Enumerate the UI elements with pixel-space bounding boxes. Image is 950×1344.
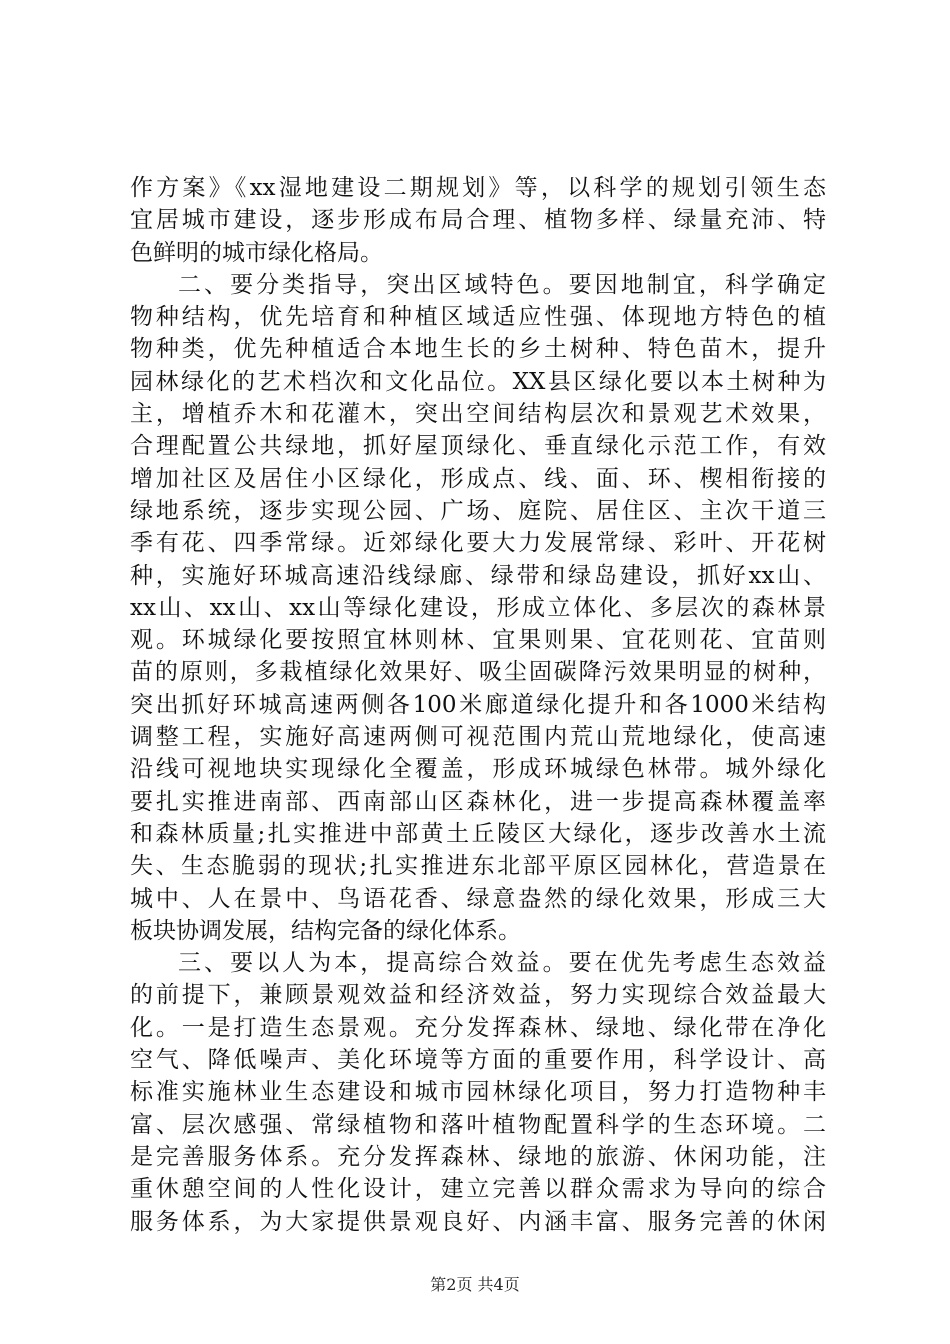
paragraph-start-line: 三、要以人为本，提高综合效益。要在优先考虑生态效益: [178, 950, 826, 977]
text-line: 园林绿化的艺术档次和文化品位。XX县区绿化要以本土树种为: [130, 368, 826, 395]
text-line: 物种结构，优先培育和种植区域适应性强、体现地方特色的植: [130, 304, 826, 331]
page-number-footer: 第2页 共4页: [430, 1275, 520, 1294]
text-line: 是完善服务体系。充分发挥森林、绿地的旅游、休闲功能，注: [130, 1143, 826, 1170]
text-line: 绿地系统，逐步实现公园、广场、庭院、居住区、主次干道三: [130, 497, 826, 524]
paragraph-start-line: 二、要分类指导，突出区域特色。要因地制宜，科学确定: [178, 271, 826, 298]
text-line: 苗的原则，多栽植绿化效果好、吸尘固碳降污效果明显的树种，: [130, 659, 826, 686]
text-line: 沿线可视地块实现绿化全覆盖，形成环城绿色林带。城外绿化: [130, 756, 826, 783]
text-line: 主，增植乔木和花灌木，突出空间结构层次和景观艺术效果，: [130, 401, 826, 428]
text-line: 突出抓好环城高速两侧各100米廊道绿化提升和各1000米结构: [130, 691, 826, 718]
text-line: 要扎实推进南部、西南部山区森林化，进一步提高森林覆盖率: [130, 788, 826, 815]
text-line: 合理配置公共绿地，抓好屋顶绿化、垂直绿化示范工作，有效: [130, 433, 826, 460]
text-line: 种，实施好环城高速沿线绿廊、绿带和绿岛建设，抓好xx山、: [130, 562, 826, 589]
text-line: 城中、人在景中、鸟语花香、绿意盎然的绿化效果，形成三大: [130, 885, 826, 912]
document-body: [130, 172, 826, 1238]
text-line: 富、层次感强、常绿植物和落叶植物配置科学的生态环境。二: [130, 1111, 826, 1138]
text-line: 季有花、四季常绿。近郊绿化要大力发展常绿、彩叶、开花树: [130, 530, 826, 557]
text-line: 化。一是打造生态景观。充分发挥森林、绿地、绿化带在净化: [130, 1014, 826, 1041]
text-line: 调整工程，实施好高速两侧可视范围内荒山荒地绿化，使高速: [130, 724, 826, 751]
text-line: 色鲜明的城市绿化格局。: [130, 239, 383, 266]
text-line: xx山、xx山、xx山等绿化建设，形成立体化、多层次的森林景: [130, 594, 826, 621]
text-line: 和森林质量;扎实推进中部黄土丘陵区大绿化，逐步改善水土流: [130, 820, 826, 847]
text-line: 板块协调发展，结构完备的绿化体系。: [130, 917, 521, 944]
text-line: 服务体系，为大家提供景观良好、内涵丰富、服务完善的休闲: [130, 1208, 826, 1235]
text-line: 物种类，优先种植适合本地生长的乡土树种、特色苗木，提升: [130, 336, 826, 363]
text-line: 增加社区及居住小区绿化，形成点、线、面、环、楔相衔接的: [130, 465, 826, 492]
text-line: 观。环城绿化要按照宜林则林、宜果则果、宜花则花、宜苗则: [130, 627, 826, 654]
text-line: 的前提下，兼顾景观效益和经济效益，努力实现综合效益最大: [130, 982, 826, 1009]
text-line: 空气、降低噪声、美化环境等方面的重要作用，科学设计、高: [130, 1047, 826, 1074]
text-line: 失、生态脆弱的现状;扎实推进东北部平原区园林化，营造景在: [130, 853, 826, 880]
text-line: 标准实施林业生态建设和城市园林绿化项目，努力打造物种丰: [130, 1079, 826, 1106]
text-line: 宜居城市建设，逐步形成布局合理、植物多样、绿量充沛、特: [130, 207, 826, 234]
text-line: 重休憩空间的人性化设计，建立完善以群众需求为导向的综合: [130, 1176, 826, 1203]
text-line: 作方案》《xx湿地建设二期规划》等，以科学的规划引领生态: [130, 175, 826, 201]
